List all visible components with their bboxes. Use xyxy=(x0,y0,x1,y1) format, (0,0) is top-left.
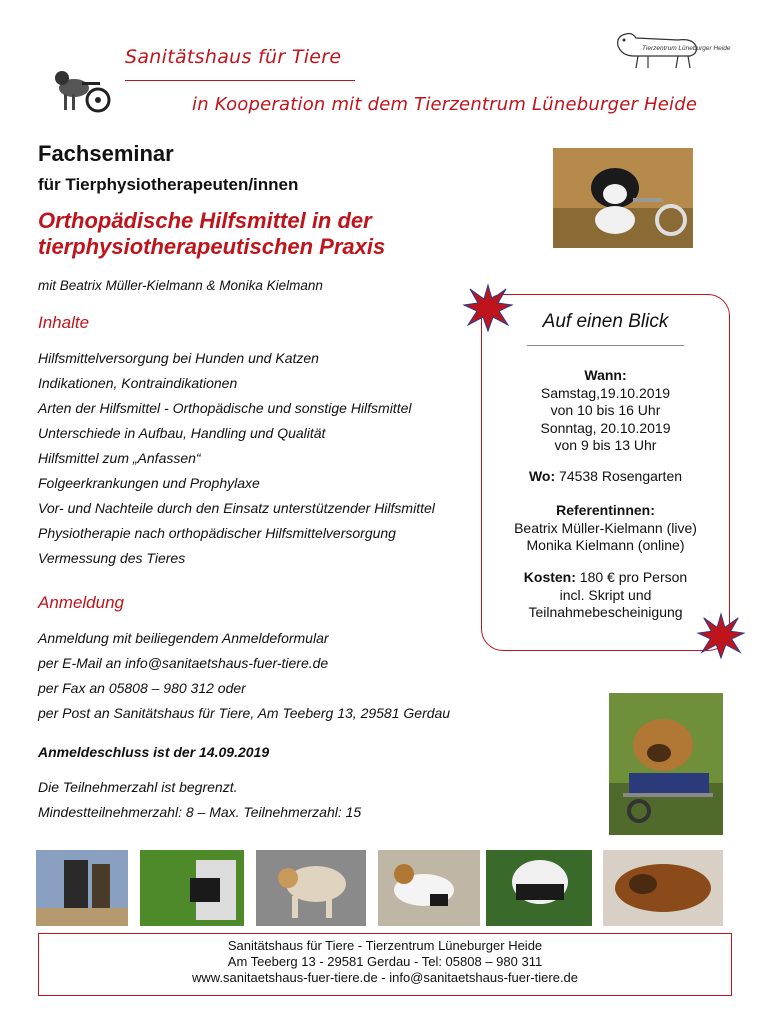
participants-limits: Mindestteilnehmerzahl: 8 – Max. Teilnehmerzahl: 15 xyxy=(38,804,362,820)
brand-name: Sanitätshaus für Tiere xyxy=(125,46,342,68)
cost-value: 180 € pro Person xyxy=(579,569,688,585)
speakers-label: Referentinnen: xyxy=(556,502,655,518)
footer-line-1: Sanitätshaus für Tiere - Tierzentrum Lüneburger Heide xyxy=(227,938,543,953)
logo-right-text: Tierzentrum Lüneburger Heide xyxy=(642,45,731,52)
footer-line-3: www.sanitaetshaus-fuer-tiere.de - info@sanitaetshaus-fuer-tiere.de xyxy=(191,970,579,985)
cooperation-line: in Kooperation mit dem Tierzentrum Lüneburger Heide xyxy=(192,94,698,115)
list-item: Arten der Hilfsmittel - Orthopädische und sonstige Hilfsmittel xyxy=(38,400,412,416)
speakers-line: mit Beatrix Müller-Kielmann & Monika Kielmann xyxy=(38,278,323,293)
brand-logo-left xyxy=(50,66,112,116)
photo-dog-wheelchair xyxy=(553,148,693,248)
glance-when xyxy=(481,367,730,455)
photo-strip-3 xyxy=(256,850,366,926)
topic-line-1: Orthopädische Hilfsmittel in der xyxy=(38,208,372,233)
contents-heading: Inhalte xyxy=(38,313,90,332)
photo-strip-1 xyxy=(36,850,128,926)
speaker-line: Monika Kielmann (online) xyxy=(526,537,685,553)
glance-speakers xyxy=(481,502,730,555)
cost-label: Kosten: xyxy=(523,569,576,585)
list-item: Physiotherapie nach orthopädischer Hilfsmittelversorgung xyxy=(38,525,396,541)
list-item: Hilfsmittel zum „Anfassen“ xyxy=(38,450,201,466)
dog-wheelchair-icon xyxy=(50,66,112,116)
registration-heading: Anmeldung xyxy=(38,593,125,612)
when-line: Sonntag, 20.10.2019 xyxy=(540,419,671,436)
photo-strip-4 xyxy=(378,850,480,926)
list-item: Hilfsmittelversorgung bei Hunden und Katzen xyxy=(38,350,319,366)
seminar-audience: für Tierphysiotherapeuten/innen xyxy=(38,175,299,194)
topic-line-2: tierphysiotherapeutischen Praxis xyxy=(38,234,386,259)
when-label: Wann: xyxy=(584,367,627,383)
where-value: 74538 Rosengarten xyxy=(559,468,683,484)
where-label: Wo: xyxy=(528,468,556,484)
registration-list xyxy=(38,626,518,726)
footer-contact xyxy=(38,933,732,996)
glance-cost xyxy=(481,569,730,622)
list-item: Indikationen, Kontraindikationen xyxy=(38,375,238,391)
photo-strip-6 xyxy=(603,850,723,926)
list-item: Vermessung des Tieres xyxy=(38,550,186,566)
glance-title: Auf einen Blick xyxy=(542,311,669,332)
photo-strip-5 xyxy=(486,850,592,926)
dachshund-logo-icon xyxy=(608,22,731,72)
cost-line: incl. Skript und xyxy=(559,586,652,603)
contents-list xyxy=(38,346,498,571)
glance-divider xyxy=(527,345,684,346)
footer-line-2: Am Teeberg 13 - 29581 Gerdau - Tel: 05808 – 980 311 xyxy=(227,954,543,969)
when-line: Samstag,19.10.2019 xyxy=(540,384,671,401)
list-item: Unterschiede in Aufbau, Handling und Qualität xyxy=(38,425,326,441)
list-item: per E-Mail an info@sanitaetshaus-fuer-tiere.de xyxy=(38,655,329,671)
cost-line: Teilnahmebescheinigung xyxy=(528,604,683,620)
registration-deadline: Anmeldeschluss ist der 14.09.2019 xyxy=(38,744,270,760)
seminar-heading: Fachseminar xyxy=(38,141,174,166)
speaker-line: Beatrix Müller-Kielmann (live) xyxy=(514,519,697,536)
list-item: Folgeerkrankungen und Prophylaxe xyxy=(38,475,260,491)
list-item: Vor- und Nachteile durch den Einsatz unterstützender Hilfsmittel xyxy=(38,500,435,516)
list-item: per Fax an 05808 – 980 312 oder xyxy=(38,680,246,696)
seminar-topic xyxy=(38,208,538,260)
list-item: Anmeldung mit beiliegendem Anmeldeformular xyxy=(38,630,329,646)
photo-dog-cart xyxy=(609,693,723,835)
when-line: von 9 bis 13 Uhr xyxy=(554,437,657,453)
photo-strip-2 xyxy=(140,850,244,926)
when-line: von 10 bis 16 Uhr xyxy=(550,402,661,418)
list-item: per Post an Sanitätshaus für Tiere, Am Teeberg 13, 29581 Gerdau xyxy=(38,705,451,721)
brand-divider xyxy=(125,80,355,81)
participants-note: Die Teilnehmerzahl ist begrenzt. xyxy=(38,779,238,795)
glance-where xyxy=(481,468,730,486)
brand-logo-right xyxy=(608,22,731,72)
